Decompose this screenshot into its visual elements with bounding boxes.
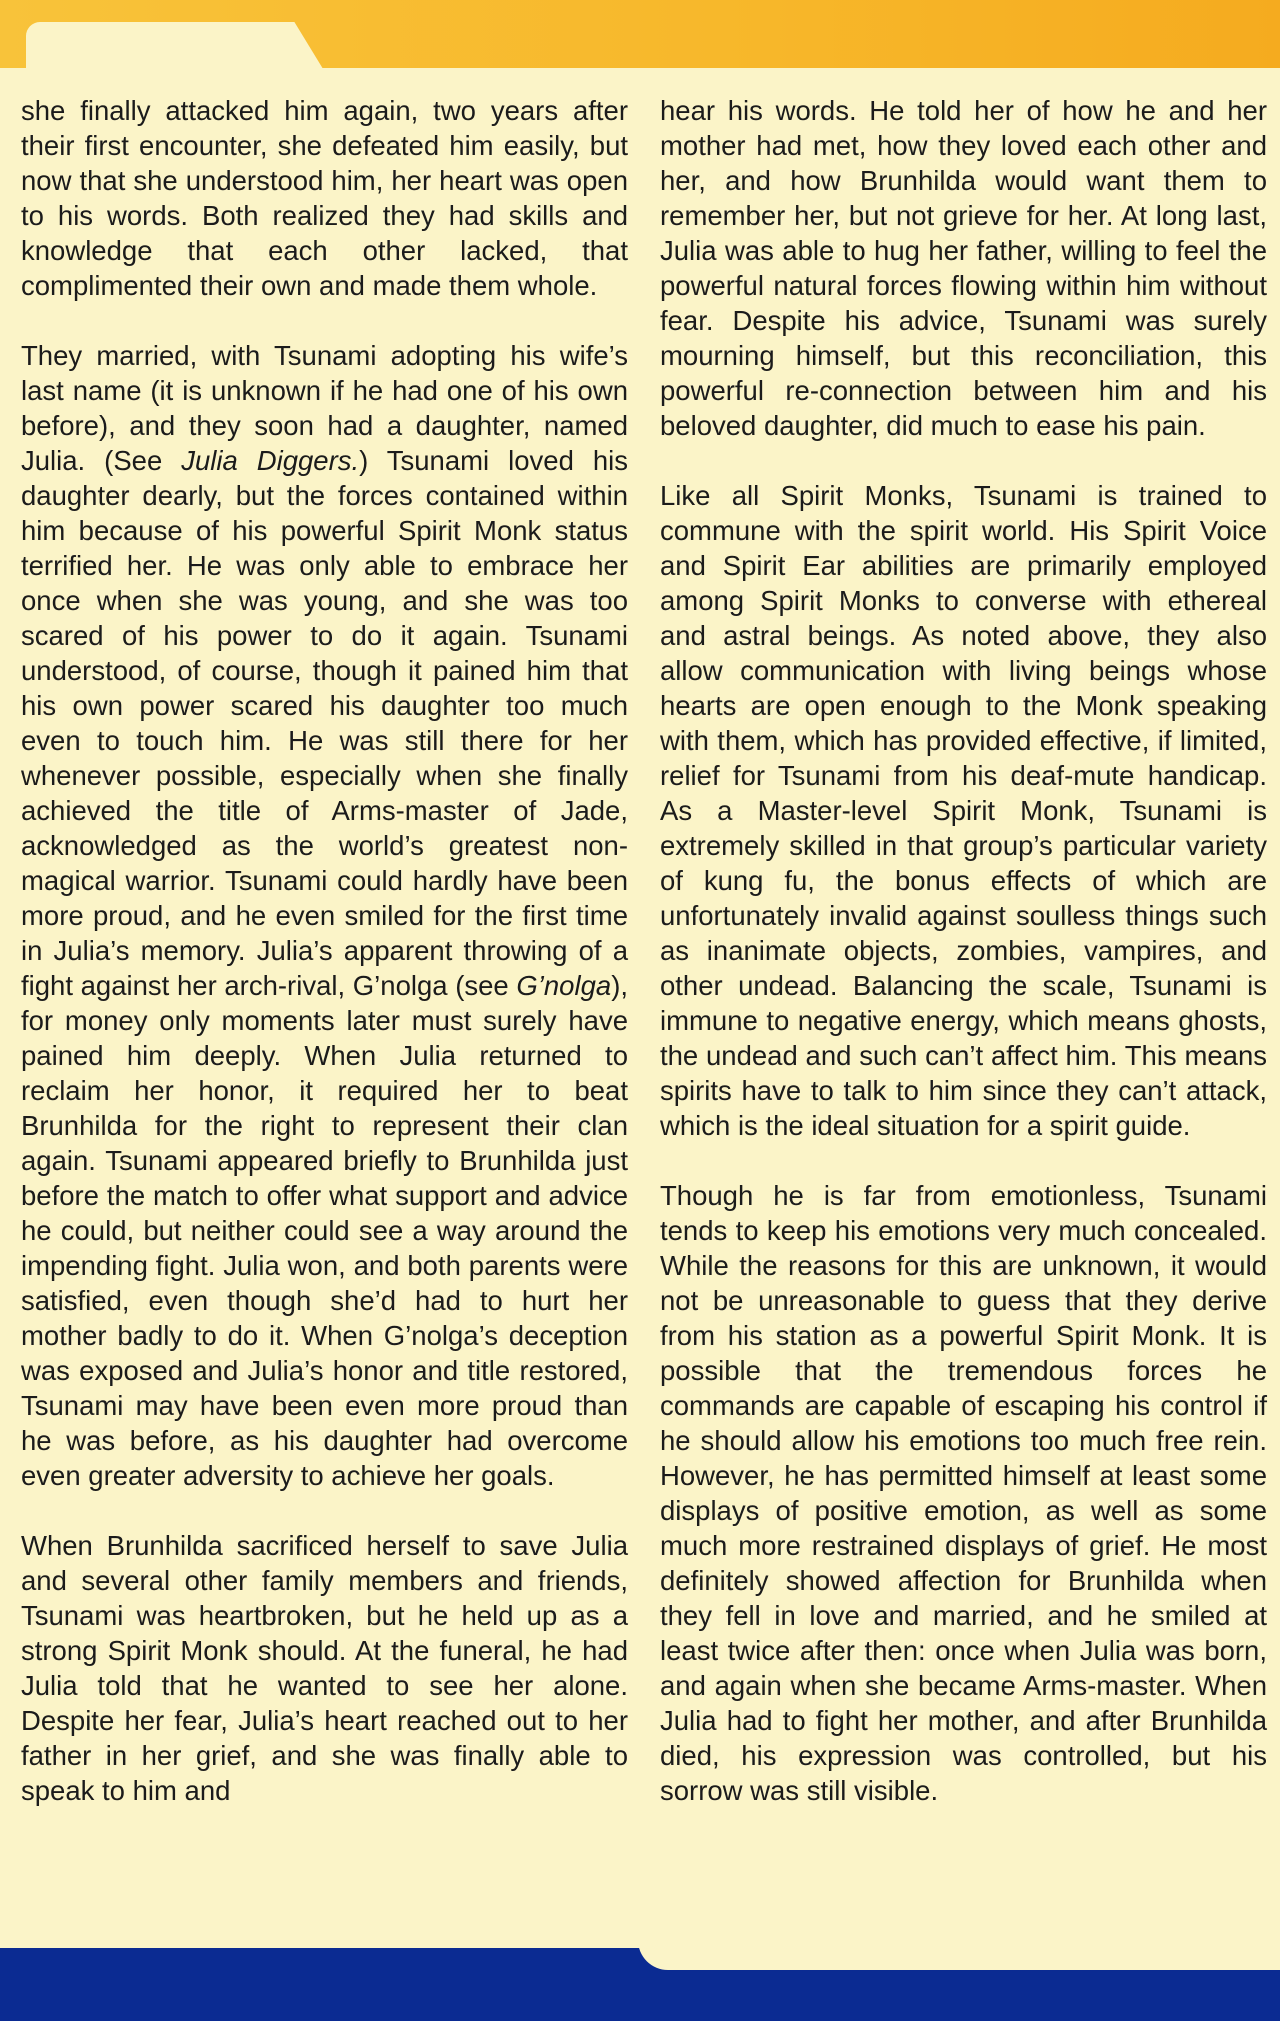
- gnolga-reference: G’nolga: [516, 970, 612, 1001]
- right-paragraph-3: Though he is far from emotionless, Tsunami tends to keep his emotions very much concealed. While the reasons for this are unknown, it would not be unreasonable to guess that they derive from his station as a powerful Spirit Monk. It is possible that the tremendous forces he commands are capable of escaping his control if he should allow his emotions too much free rein. However, he has permitted himself at least some displays of positive emotion, as well as some much more restrained displays of grief. He most definitely showed affection for Brunhilda when they fell in love and married, and he smiled at least twice after then: once when Julia was born, and again when she became Arms-master. When Julia had to fight her mother, and after Brunhilda died, his expression was controlled, but his sorrow was still visible.: [660, 1180, 1267, 1806]
- left-paragraph-2-part-a: They married, with Tsunami adopting his wife’s last name (it is unknown if he had one of his own before), and they soon had a daughter, named Julia. (See: [21, 340, 628, 476]
- left-paragraph-2-part-b: ) Tsunami loved his daughter dearly, but the forces contained within him because of his powerful Spirit Monk status terrified her. He was only able to embrace her once when she was young, and she was too scared of his power to do it again. Tsunami understood, of course, though it pained him that his own power scared his daughter too much even to touch him. He was still there for her whenever possible, especially when she finally achieved the title of Arms-master of Jade, acknowledged as the world’s greatest non-magical warrior. Tsunami could hardly have been more proud, and he even smiled for the first time in Julia’s memory. Julia’s apparent throwing of a fight against her arch-rival, G’nolga (see: [21, 445, 628, 1001]
- right-paragraph-1: hear his words. He told her of how he and her mother had met, how they loved each other and her, and how Brunhilda would want them to remember her, but not grieve for her. At long last, Julia was able to hug her father, willing to feel the powerful natural forces flowing within him without fear. Despite his advice, Tsunami was surely mourning himself, but this reconciliation, this powerful re-connection between him and his beloved daughter, did much to ease his pain.: [660, 95, 1267, 441]
- left-paragraph-2: [21, 338, 628, 1493]
- footer-notch: [638, 1930, 1280, 1970]
- right-text-column: [660, 93, 1267, 1843]
- left-text-column: [21, 93, 628, 1843]
- right-paragraph-2: Like all Spirit Monks, Tsunami is trained to commune with the spirit world. His Spirit Voice and Spirit Ear abilities are primarily employed among Spirit Monks to converse with ethereal and astral beings. As noted above, they also allow communication with living beings whose hearts are open enough to the Monk speaking with them, which has provided effective, if limited, relief for Tsunami from his deaf-mute handicap. As a Master-level Spirit Monk, Tsunami is extremely skilled in that group’s particular variety of kung fu, the bonus effects of which are unfortunately invalid against soulless things such as inanimate objects, zombies, vampires, and other undead. Balancing the scale, Tsunami is immune to negative energy, which means ghosts, the undead and such can’t affect him. This means spirits have to talk to him since they can’t attack, which is the ideal situation for a spirit guide.: [660, 480, 1267, 1141]
- left-paragraph-3: When Brunhilda sacrificed herself to save Julia and several other family members and friends, Tsunami was heartbroken, but he held up as a strong Spirit Monk should. At the funeral, he had Julia told that he wanted to see her alone. Despite her fear, Julia’s heart reached out to her father in her grief, and she was finally able to speak to him and: [21, 1530, 628, 1806]
- left-paragraph-2-part-c: ), for money only moments later must surely have pained him deeply. When Julia returned to reclaim her honor, it required her to beat Brunhilda for the right to represent their clan again. Tsunami appeared briefly to Brunhilda just before the match to offer what support and advice he could, but neither could see a way around the impending fight. Julia won, and both parents were satisfied, even though she’d had to hurt her mother badly to do it. When G’nolga’s deception was exposed and Julia’s honor and title restored, Tsunami may have been even more proud than he was before, as his daughter had overcome even greater adversity to achieve her goals.: [21, 970, 628, 1491]
- julia-diggers-reference: Julia Diggers.: [181, 445, 360, 476]
- header-tab-shape: [26, 22, 331, 82]
- left-paragraph-1: she finally attacked him again, two years after their first encounter, she defeated him easily, but now that she understood him, her heart was open to his words. Both realized they had skills and knowledge that each other lacked, that complimented their own and made them whole.: [21, 95, 628, 301]
